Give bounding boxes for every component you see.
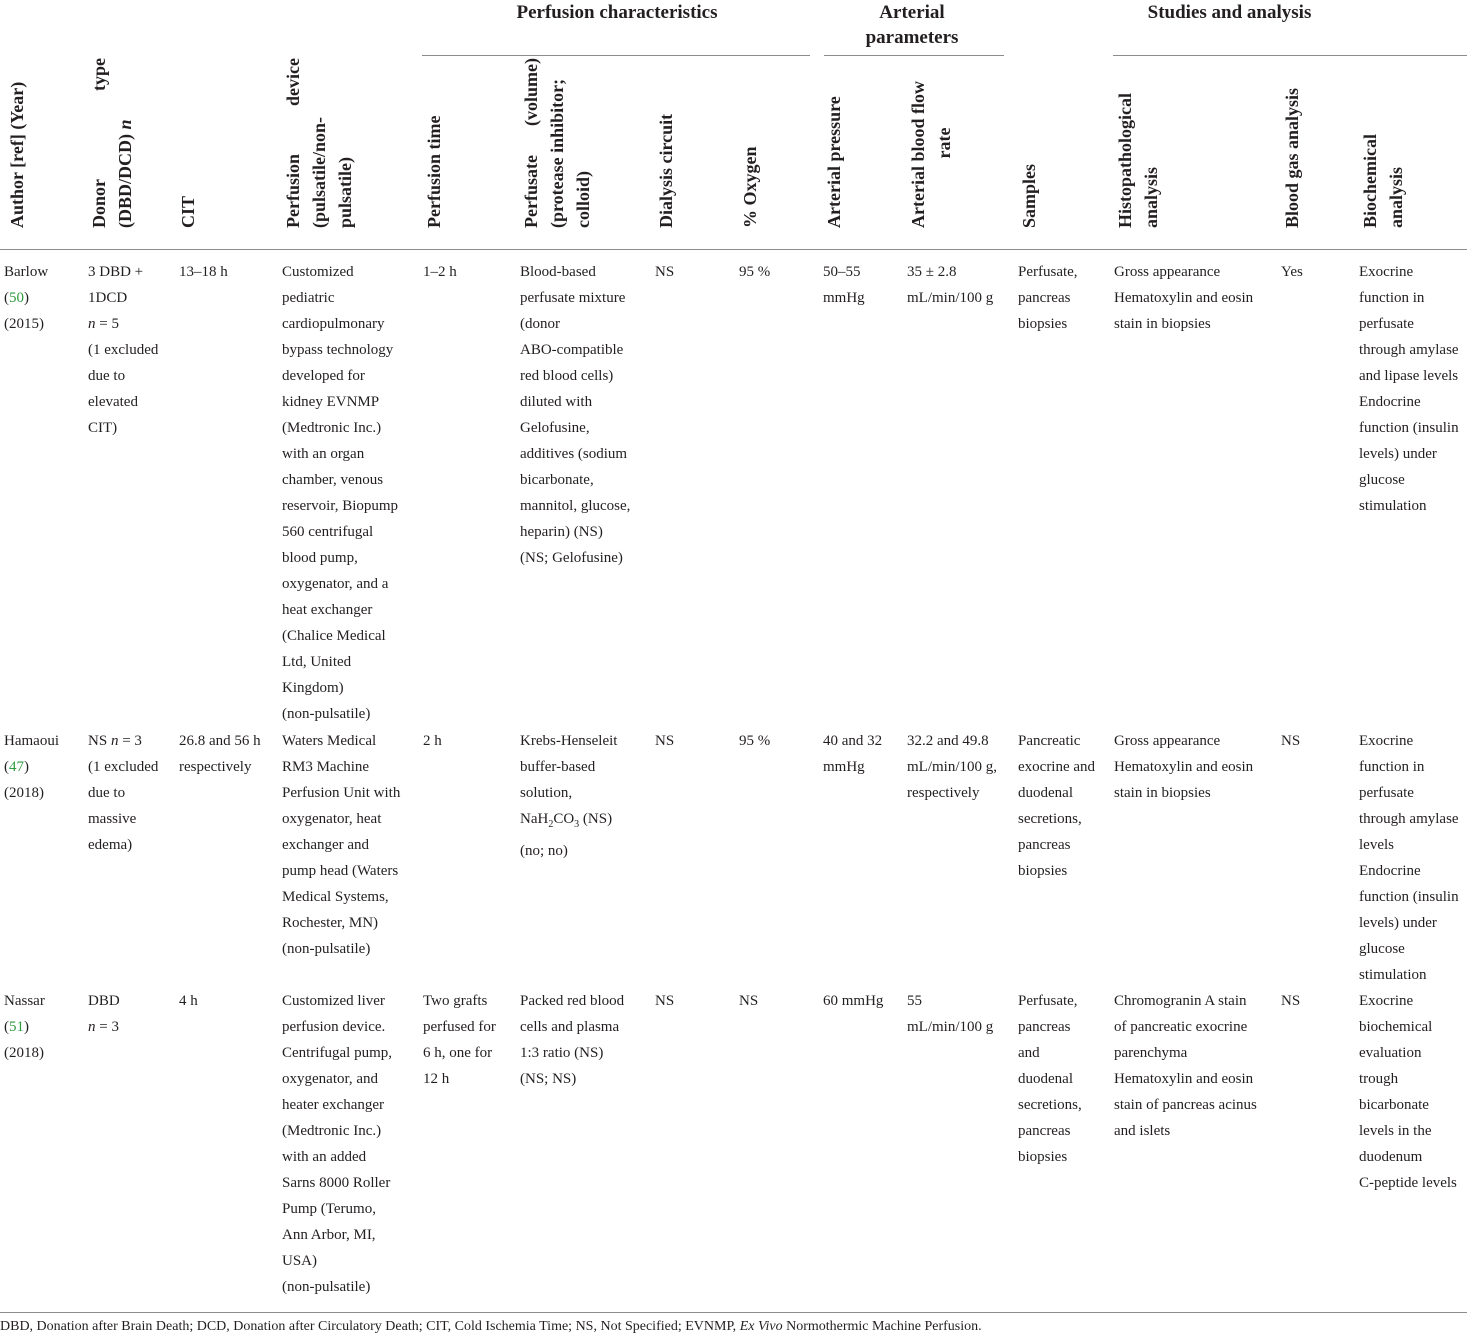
header-bloodgas-line: Blood gas analysis <box>1282 87 1302 228</box>
reference-link[interactable]: 51 <box>9 1019 24 1035</box>
cell-bloodgas-line: Yes <box>1281 264 1303 280</box>
header-device <box>280 58 358 228</box>
cell-author-line: Nassar <box>4 993 45 1009</box>
cell-author <box>4 728 59 806</box>
cell-biochem-line: glucose <box>1359 941 1405 957</box>
cell-histo-line: and islets <box>1114 1123 1171 1139</box>
cell-apressure-line: 60 mmHg <box>823 993 884 1009</box>
cell-samples-line: Perfusate, <box>1018 993 1078 1009</box>
cell-device-line: 560 centrifugal <box>282 524 374 540</box>
cell-histo-line: stain in biopsies <box>1114 316 1211 332</box>
cell-device-line: with an organ <box>282 446 365 462</box>
cell-biochem-line: biochemical <box>1359 1019 1433 1035</box>
cell-samples-line: secretions, <box>1018 811 1082 827</box>
header-samples-line: Samples <box>1019 163 1039 228</box>
cell-aflow-line: 35 ± 2.8 <box>907 264 957 280</box>
cell-donor <box>88 259 158 441</box>
cell-perfusate-line: (NS; Gelofusine) <box>520 550 623 566</box>
cell-ptime-line: Two grafts <box>423 993 488 1009</box>
cell-device <box>282 259 398 727</box>
cell-dialysis-line: NS <box>655 264 675 280</box>
cell-histo-line: Hematoxylin and eosin <box>1114 759 1254 775</box>
cell-perfusate-line: bicarbonate, <box>520 472 594 488</box>
cell-dialysis <box>655 259 674 285</box>
cell-apressure <box>823 259 865 311</box>
header-donor <box>86 58 138 228</box>
cell-perfusate-line: perfusate mixture <box>520 290 626 306</box>
cell-author-line: (2018) <box>4 1045 44 1061</box>
cell-samples-line: Pancreatic <box>1018 733 1081 749</box>
group-arterial-line1: Arterial <box>879 2 945 23</box>
cell-samples-line: duodenal <box>1018 1071 1073 1087</box>
cell-device-line: Customized <box>282 264 354 280</box>
cell-author-line: (2018) <box>4 785 44 801</box>
cell-samples-line: pancreas <box>1018 837 1071 853</box>
cell-author-line: (47) <box>4 759 29 775</box>
cell-biochem-line: levels in the <box>1359 1123 1432 1139</box>
cell-device-line: developed for <box>282 368 365 384</box>
cell-device-line: Rochester, MN) <box>282 915 379 931</box>
cell-aflow-line: 32.2 and 49.8 <box>907 733 989 749</box>
cell-donor-line: 1DCD <box>88 290 128 306</box>
cell-samples <box>1018 988 1082 1170</box>
cell-biochem-line: C-peptide levels <box>1359 1175 1457 1191</box>
cell-donor-line: edema) <box>88 837 133 853</box>
cell-perfusate-line: (NS; NS) <box>520 1071 577 1087</box>
header-aflow-line: rate <box>934 127 954 159</box>
cell-histo-line: Gross appearance <box>1114 264 1221 280</box>
cell-histo-line: Gross appearance <box>1114 733 1221 749</box>
cell-ptime-line: 1–2 h <box>423 264 457 280</box>
cell-ptime <box>423 259 457 285</box>
cell-perfusate-line: Blood-based <box>520 264 596 280</box>
cell-perfusate-line: $NaH_2CO_3$ (NS) <box>520 811 613 830</box>
header-donor-word: Donor <box>89 179 109 228</box>
cell-author-line: Barlow <box>4 264 49 280</box>
cell-device-line: Pump (Terumo, <box>282 1201 376 1217</box>
cell-donor-line: (1 excluded <box>88 759 159 775</box>
cell-dialysis-line: NS <box>655 993 675 1009</box>
cell-biochem-line: evaluation <box>1359 1045 1422 1061</box>
cell-apressure-line: mmHg <box>823 290 865 306</box>
cell-biochem-line: duodenum <box>1359 1149 1423 1165</box>
header-aflow <box>905 58 957 228</box>
cell-aflow <box>907 259 993 311</box>
cell-device-line: (non-pulsatile) <box>282 941 371 957</box>
cell-perfusate-line: diluted with <box>520 394 593 410</box>
cell-oxygen <box>739 988 758 1014</box>
reference-link[interactable]: 50 <box>9 290 24 306</box>
cell-biochem-line: Exocrine <box>1359 733 1414 749</box>
cell-samples-line: exocrine and <box>1018 759 1096 775</box>
cell-perfusate-line: solution, <box>520 785 573 801</box>
cell-biochem-line: function (insulin <box>1359 889 1459 905</box>
cell-device-line: with an added <box>282 1149 367 1165</box>
cell-device-line: Centrifugal pump, <box>282 1045 392 1061</box>
cell-author-line: Hamaoui <box>4 733 59 749</box>
cell-histo-line: parenchyma <box>1114 1045 1188 1061</box>
cell-perfusate-line: 1:3 ratio (NS) <box>520 1045 604 1061</box>
header-perfusate-line: (protease inhibitor; <box>547 78 567 228</box>
cell-cit-line: 4 h <box>179 993 198 1009</box>
cell-perfusate-line: buffer-based <box>520 759 596 775</box>
group-arterial-rule <box>824 55 1004 56</box>
cell-biochem-line: Exocrine <box>1359 264 1414 280</box>
cell-samples-line: pancreas <box>1018 1123 1071 1139</box>
cell-biochem-line: function (insulin <box>1359 420 1459 436</box>
cell-biochem-line: trough <box>1359 1071 1399 1087</box>
header-perfusate-word: Perfusate <box>521 155 541 228</box>
group-studies-rule <box>1113 55 1467 56</box>
group-arterial-line2: parameters <box>865 27 959 48</box>
cell-biochem <box>1359 728 1459 988</box>
header-biochem <box>1357 58 1409 228</box>
cell-device-line: oxygenator, and <box>282 1071 379 1087</box>
cell-biochem-line: function in <box>1359 290 1425 306</box>
table-footnote: DBD, Donation after Brain Death; DCD, Donation after Circulatory Death; CIT, Cold Ischemia Time; NS, Not Specified; EVNMP, Ex Vivo Normothermic Machine Perfusion. <box>0 1319 982 1334</box>
cell-device-line: Ltd, United <box>282 654 352 670</box>
cell-device-line: heater exchanger <box>282 1097 385 1113</box>
cell-cit-line: 13–18 h <box>179 264 228 280</box>
cell-device-line: oxygenator, heat <box>282 811 382 827</box>
cell-biochem-line: stimulation <box>1359 498 1427 514</box>
header-perfusate-line: colloid) <box>573 171 593 228</box>
cell-samples-line: pancreas <box>1018 1019 1071 1035</box>
cell-donor-line: DBD <box>88 993 120 1009</box>
cell-histo-line: stain in biopsies <box>1114 785 1211 801</box>
group-perfusion-rule <box>422 55 810 56</box>
cell-biochem-line: and lipase levels <box>1359 368 1459 384</box>
cell-device-line: bypass technology <box>282 342 394 358</box>
header-author-line: Author [ref] (Year) <box>7 81 27 228</box>
cell-biochem-line: levels) under <box>1359 446 1437 462</box>
cell-device-line: Perfusion Unit with <box>282 785 401 801</box>
header-donor-word: type <box>89 58 109 91</box>
cell-perfusate-line: ABO-compatible <box>520 342 624 358</box>
cell-ptime-line: 2 h <box>423 733 442 749</box>
cell-device-line: RM3 Machine <box>282 759 370 775</box>
cell-cit <box>179 728 261 780</box>
cell-device-line: chamber, venous <box>282 472 384 488</box>
cell-biochem-line: Endocrine <box>1359 394 1421 410</box>
cell-biochem-line: bicarbonate <box>1359 1097 1429 1113</box>
cell-apressure <box>823 988 883 1014</box>
table-bottom-rule <box>0 1312 1467 1313</box>
cell-samples <box>1018 728 1095 884</box>
cell-biochem-line: stimulation <box>1359 967 1427 983</box>
cell-device-line: Medical Systems, <box>282 889 389 905</box>
header-oxygen-line: % Oxygen <box>740 146 760 228</box>
header-histo <box>1112 58 1164 228</box>
cell-perfusate-line: (no; no) <box>520 843 568 859</box>
header-device-word: Perfusion <box>283 154 303 228</box>
cell-donor-line: due to <box>88 785 126 801</box>
cell-device-line: exchanger and <box>282 837 370 853</box>
cell-device-line: cardiopulmonary <box>282 316 385 332</box>
cell-device-line: heat exchanger <box>282 602 373 618</box>
cell-perfusate-line: additives (sodium <box>520 446 628 462</box>
cell-donor <box>88 728 158 858</box>
header-perfusate <box>518 58 596 228</box>
cell-perfusate-line: Gelofusine, <box>520 420 590 436</box>
cell-histo-line: Hematoxylin and eosin <box>1114 1071 1254 1087</box>
header-donor-line: (DBD/DCD) n <box>115 119 135 228</box>
cell-aflow-line: mL/min/100 g, <box>907 759 997 775</box>
header-cit <box>175 58 201 228</box>
header-perfusate-word: (volume) <box>521 58 541 126</box>
cell-ptime-line: perfused for <box>423 1019 496 1035</box>
cell-aflow-line: mL/min/100 g <box>907 290 994 306</box>
cell-bloodgas <box>1281 988 1300 1014</box>
cell-samples-line: biopsies <box>1018 863 1068 879</box>
cell-bloodgas <box>1281 259 1303 285</box>
cell-histo <box>1114 988 1257 1144</box>
cell-donor-line: due to <box>88 368 126 384</box>
cell-biochem-line: perfusate <box>1359 785 1414 801</box>
header-rule <box>0 249 1467 250</box>
cell-device-line: blood pump, <box>282 550 358 566</box>
cell-biochem-line: levels <box>1359 837 1394 853</box>
cell-device <box>282 988 392 1300</box>
cell-device-line: perfusion device. <box>282 1019 386 1035</box>
header-samples <box>1016 58 1042 228</box>
cell-aflow <box>907 728 997 806</box>
cell-oxygen-line: NS <box>739 993 759 1009</box>
cell-ptime <box>423 728 442 754</box>
header-ptime-line: Perfusion time <box>424 115 444 228</box>
cell-donor-line: CIT) <box>88 420 118 436</box>
header-device-line <box>280 58 306 228</box>
cell-bloodgas-line: NS <box>1281 993 1301 1009</box>
cell-ptime-line: 12 h <box>423 1071 450 1087</box>
cell-donor-line: (1 excluded <box>88 342 159 358</box>
header-dialysis-line: Dialysis circuit <box>656 113 676 228</box>
header-dialysis <box>653 58 679 228</box>
group-arterial-parameters <box>822 0 1002 50</box>
cell-author-line: (50) <box>4 290 29 306</box>
cell-ptime <box>423 988 496 1092</box>
cell-histo-line: of pancreatic exocrine <box>1114 1019 1248 1035</box>
cell-device-line: USA) <box>282 1253 318 1269</box>
cell-oxygen <box>739 728 770 754</box>
cell-device-line: (Medtronic Inc.) <box>282 420 382 436</box>
header-donor-line <box>86 58 112 228</box>
group-studies-analysis: Studies and analysis <box>1147 2 1312 23</box>
cell-oxygen-line: 95 % <box>739 264 771 280</box>
cell-biochem-line: levels) under <box>1359 915 1437 931</box>
cell-samples <box>1018 259 1078 337</box>
cell-apressure-line: mmHg <box>823 759 865 775</box>
cell-cit <box>179 259 228 285</box>
cell-device-line: Sarns 8000 Roller <box>282 1175 391 1191</box>
header-author <box>4 58 30 228</box>
cell-perfusate <box>520 259 630 571</box>
cell-device-line: pediatric <box>282 290 335 306</box>
cell-aflow <box>907 988 993 1040</box>
cell-biochem <box>1359 988 1457 1196</box>
cell-perfusate <box>520 728 617 864</box>
header-device-line: pulsatile) <box>335 156 355 228</box>
cell-author <box>4 988 45 1066</box>
cell-samples-line: and <box>1018 1045 1040 1061</box>
cell-perfusate-line: heparin) (NS) <box>520 524 603 540</box>
header-biochem-line: analysis <box>1386 166 1406 228</box>
cell-oxygen <box>739 259 770 285</box>
cell-perfusate-line: red blood cells) <box>520 368 614 384</box>
cell-samples-line: biopsies <box>1018 316 1068 332</box>
reference-link[interactable]: 47 <box>9 759 24 775</box>
cell-biochem-line: through amylase <box>1359 811 1459 827</box>
header-cit-line: CIT <box>178 195 198 228</box>
cell-aflow-line: respectively <box>907 785 980 801</box>
cell-ptime-line: 6 h, one for <box>423 1045 493 1061</box>
cell-apressure-line: 40 and 32 <box>823 733 883 749</box>
cell-samples-line: duodenal <box>1018 785 1073 801</box>
cell-author-line: (51) <box>4 1019 29 1035</box>
cell-donor-line: elevated <box>88 394 138 410</box>
cell-samples-line: Perfusate, <box>1018 264 1078 280</box>
cell-biochem-line: perfusate <box>1359 316 1414 332</box>
cell-perfusate-line: cells and plasma <box>520 1019 620 1035</box>
cell-device-line: pump head (Waters <box>282 863 399 879</box>
header-biochem-line: Biochemical <box>1360 134 1380 228</box>
cell-histo <box>1114 728 1253 806</box>
cell-samples-line: pancreas <box>1018 290 1071 306</box>
cell-device-line: (Chalice Medical <box>282 628 386 644</box>
header-histo-line: analysis <box>1141 166 1161 228</box>
cell-device-line: Waters Medical <box>282 733 377 749</box>
cell-bloodgas <box>1281 728 1300 754</box>
header-ptime <box>421 58 447 228</box>
header-aflow-line: Arterial blood flow <box>908 81 928 228</box>
cell-cit-line: respectively <box>179 759 252 775</box>
cell-donor-line: n = 5 <box>88 316 119 332</box>
cell-donor-line: 3 DBD + <box>88 264 144 280</box>
cell-perfusate-line: Packed red blood <box>520 993 625 1009</box>
cell-apressure <box>823 728 882 780</box>
cell-device-line: (Medtronic Inc.) <box>282 1123 382 1139</box>
cell-oxygen-line: 95 % <box>739 733 771 749</box>
cell-histo <box>1114 259 1253 337</box>
cell-histo-line: Hematoxylin and eosin <box>1114 290 1254 306</box>
cell-samples-line: secretions, <box>1018 1097 1082 1113</box>
cell-donor-line: massive <box>88 811 137 827</box>
cell-dialysis <box>655 988 674 1014</box>
cell-histo-line: stain of pancreas acinus <box>1114 1097 1257 1113</box>
cell-aflow-line: mL/min/100 g <box>907 1019 994 1035</box>
cell-dialysis-line: NS <box>655 733 675 749</box>
header-apressure <box>821 58 847 228</box>
cell-biochem-line: Exocrine <box>1359 993 1414 1009</box>
cell-device-line: (non-pulsatile) <box>282 706 371 722</box>
cell-device-line: kidney EVNMP <box>282 394 380 410</box>
cell-histo-line: Chromogranin A stain <box>1114 993 1247 1009</box>
cell-device-line: reservoir, Biopump <box>282 498 399 514</box>
cell-samples-line: biopsies <box>1018 1149 1068 1165</box>
cell-apressure-line: 50–55 <box>823 264 861 280</box>
cell-perfusate-line: (donor <box>520 316 560 332</box>
cell-biochem-line: function in <box>1359 759 1425 775</box>
header-apressure-line: Arterial pressure <box>824 96 844 228</box>
cell-donor <box>88 988 120 1040</box>
cell-biochem <box>1359 259 1459 519</box>
cell-perfusate-line: mannitol, glucose, <box>520 498 631 514</box>
cell-perfusate <box>520 988 624 1092</box>
header-histo-line: Histopathological <box>1115 92 1135 228</box>
cell-aflow-line: 55 <box>907 993 922 1009</box>
cell-device-line: oxygenator, and a <box>282 576 389 592</box>
cell-device <box>282 728 400 962</box>
cell-donor-line: NS n = 3 <box>88 733 142 749</box>
cell-biochem-line: Endocrine <box>1359 863 1421 879</box>
cell-author <box>4 259 48 337</box>
cell-cit-line: 26.8 and 56 h <box>179 733 261 749</box>
cell-device-line: Ann Arbor, MI, <box>282 1227 376 1243</box>
header-device-line: (pulsatile/non- <box>309 116 329 228</box>
cell-device-line: Customized liver <box>282 993 385 1009</box>
cell-bloodgas-line: NS <box>1281 733 1301 749</box>
cell-cit <box>179 988 198 1014</box>
cell-donor-line: n = 3 <box>88 1019 119 1035</box>
cell-perfusate-line: Krebs-Henseleit <box>520 733 618 749</box>
cell-biochem-line: glucose <box>1359 472 1405 488</box>
header-device-word: device <box>283 58 303 106</box>
cell-device-line: Kingdom) <box>282 680 344 696</box>
cell-device-line: (non-pulsatile) <box>282 1279 371 1295</box>
cell-biochem-line: through amylase <box>1359 342 1459 358</box>
cell-dialysis <box>655 728 674 754</box>
cell-author-line: (2015) <box>4 316 44 332</box>
group-perfusion-characteristics: Perfusion characteristics <box>516 2 718 23</box>
header-perfusate-line <box>518 58 544 228</box>
header-oxygen <box>737 58 763 228</box>
header-bloodgas <box>1279 58 1305 228</box>
